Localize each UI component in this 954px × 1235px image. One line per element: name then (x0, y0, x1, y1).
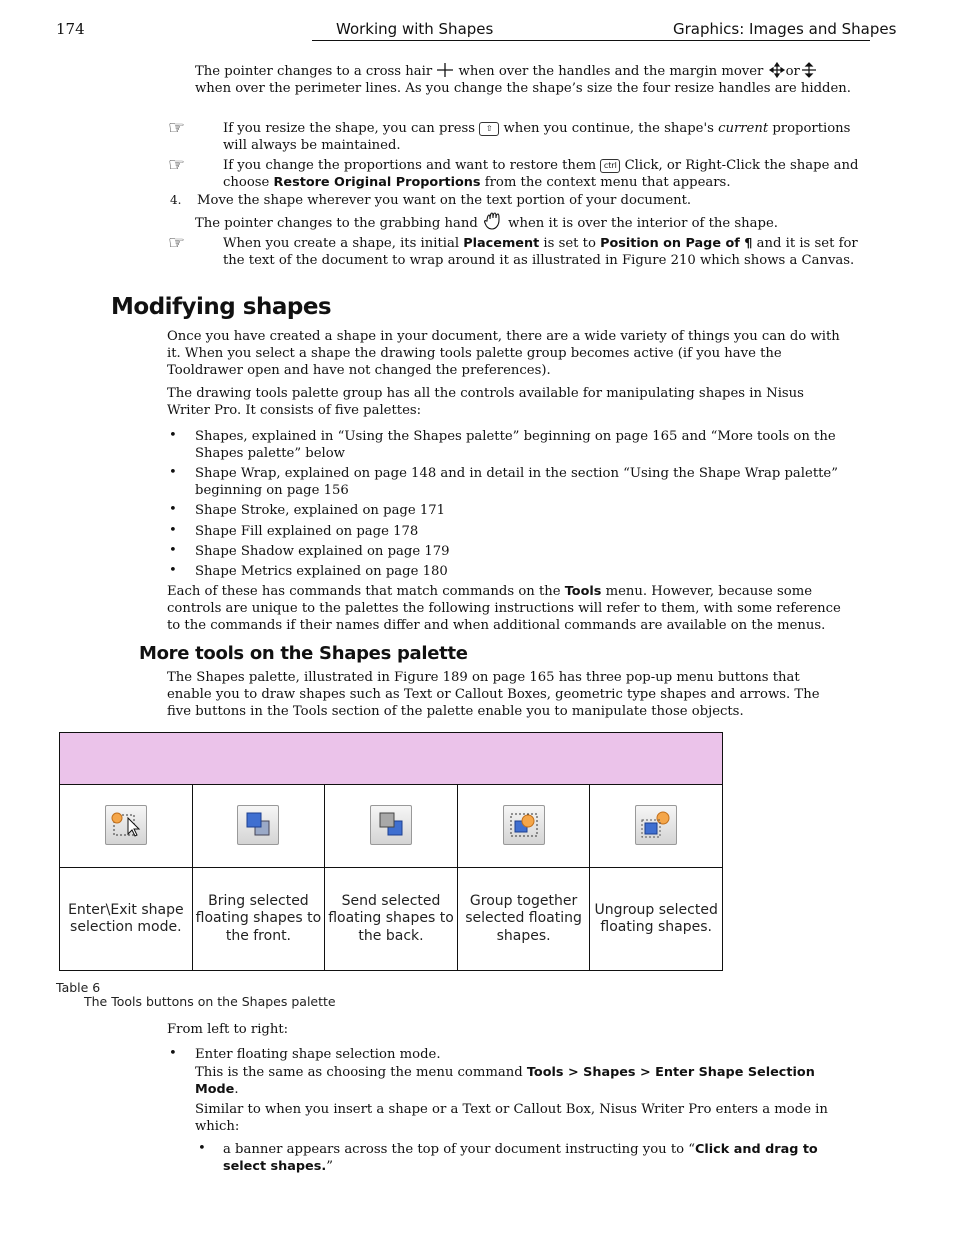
bullet-icon: • (169, 428, 177, 443)
bullet-icon: • (169, 465, 177, 480)
table-cell-description: Enter\Exit shape selection mode. (60, 868, 193, 971)
table-row (60, 868, 723, 971)
paragraph: Once you have created a shape in your document, there are a wide variety of things you can do with it. When you select a shape the drawing tools palette group becomes active (if you have the Tooldrawer open and have not changed the preferences). (167, 329, 840, 379)
bullet-icon: • (169, 543, 177, 558)
bullet-icon: • (198, 1141, 206, 1156)
paragraph: This is the same as choosing the menu command Tools > Shapes > Enter Shape Selection Mode. (195, 1065, 815, 1098)
running-header-section: Working with Shapes (336, 20, 494, 38)
table-cell-description: Send selected floating shapes to the back. (325, 868, 458, 971)
grabbing-hand-paragraph: The pointer changes to the grabbing hand when it is over the interior of the shape. (195, 211, 855, 232)
bring-to-front-icon (237, 805, 279, 845)
pointing-hand-icon: ☞ (168, 154, 186, 176)
table-cell (325, 785, 458, 868)
send-to-back-icon (370, 805, 412, 845)
tools-table (59, 732, 723, 971)
paragraph: From left to right: (167, 1022, 289, 1037)
list-item: Enter floating shape selection mode. (195, 1047, 441, 1062)
table-cell-description: Bring selected floating shapes to the front. (192, 868, 325, 971)
list-item: Shape Shadow explained on page 179 (195, 544, 450, 559)
list-item: Shapes, explained in “Using the Shapes palette” beginning on page 165 and “More tools on the Shapes palette” below (195, 429, 836, 462)
running-header-chapter: Graphics: Images and Shapes (673, 20, 897, 38)
bullet-icon: • (169, 523, 177, 538)
list-item: Shape Metrics explained on page 180 (195, 564, 448, 579)
bullet-icon: • (169, 563, 177, 578)
group-icon (503, 805, 545, 845)
resize-vertical-icon (800, 62, 818, 78)
table-cell (590, 785, 723, 868)
table-cell (457, 785, 590, 868)
pointing-hand-icon: ☞ (168, 232, 186, 254)
margin-mover-icon (768, 62, 786, 78)
paragraph: Similar to when you insert a shape or a Text or Callout Box, Nisus Writer Pro enters a mode in which: (195, 1102, 828, 1135)
paragraph: The Shapes palette, illustrated in Figure 189 on page 165 has three pop-up menu buttons that enable you to draw shapes such as Text or Callout Boxes, geometric type shapes and arrows. The five buttons in the Tools section of the palette enable you to manipulate those objects. (167, 670, 820, 720)
pointing-hand-icon: ☞ (168, 117, 186, 139)
header-rule (312, 40, 870, 41)
table-cell-description: Group together selected floating shapes. (457, 868, 590, 971)
list-item: Shape Stroke, explained on page 171 (195, 503, 446, 518)
note-restore-proportions: If you change the proportions and want to restore them ctrl Click, or Right-Click the shape and choose Restore Original Proportions from the context menu that appears. (223, 158, 859, 191)
shift-key-icon: ⇧ (479, 122, 499, 136)
list-item: Shape Wrap, explained on page 148 and in detail in the section “Using the Shape Wrap palette” beginning on page 156 (195, 466, 838, 499)
page-number: 174 (56, 20, 85, 38)
selection-mode-icon (105, 805, 147, 845)
step-4-text: Move the shape wherever you want on the text portion of your document. (197, 193, 692, 208)
section-heading: Modifying shapes (111, 294, 332, 320)
subsection-heading: More tools on the Shapes palette (139, 643, 468, 664)
note-placement: When you create a shape, its initial Placement is set to Position on Page of ¶ and it is set for the text of the document to wrap around it as illustrated in Figure 210 which shows a Canvas. (223, 236, 858, 269)
table-header-row (60, 733, 723, 785)
paragraph: The drawing tools palette group has all the controls available for manipulating shapes in Nisus Writer Pro. It consists of five palettes: (167, 386, 804, 419)
bullet-icon: • (169, 502, 177, 517)
table-cell-description: Ungroup selected floating shapes. (590, 868, 723, 971)
table-header-cell (60, 733, 723, 785)
ctrl-key-icon: ctrl (600, 159, 620, 173)
note-shift-resize: If you resize the shape, you can press ⇧ when you continue, the shape's current proportions will always be maintained. (223, 121, 851, 154)
crosshair-icon (436, 63, 454, 77)
list-item: Shape Fill explained on page 178 (195, 524, 419, 539)
table-caption-text: The Tools buttons on the Shapes palette (84, 994, 336, 1009)
list-item: a banner appears across the top of your document instructing you to “Click and drag to select shapes.” (223, 1142, 818, 1175)
bullet-icon: • (169, 1046, 177, 1061)
table-cell (60, 785, 193, 868)
table-cell (192, 785, 325, 868)
table-caption-label: Table 6 (56, 980, 101, 995)
paragraph: Each of these has commands that match commands on the Tools menu. However, because some controls are unique to the palettes the following instructions will refer to them, with some reference to the commands if their names differ and when additional commands are available on the menus. (167, 584, 841, 634)
grabbing-hand-icon (482, 211, 504, 231)
table-row (60, 785, 723, 868)
ungroup-icon (635, 805, 677, 845)
step-number: 4. (170, 193, 182, 207)
pointer-paragraph: The pointer changes to a cross hair when over the handles and the margin mover or when over the perimeter lines. As you change the shape’s size the four resize handles are hidden. (195, 64, 851, 97)
